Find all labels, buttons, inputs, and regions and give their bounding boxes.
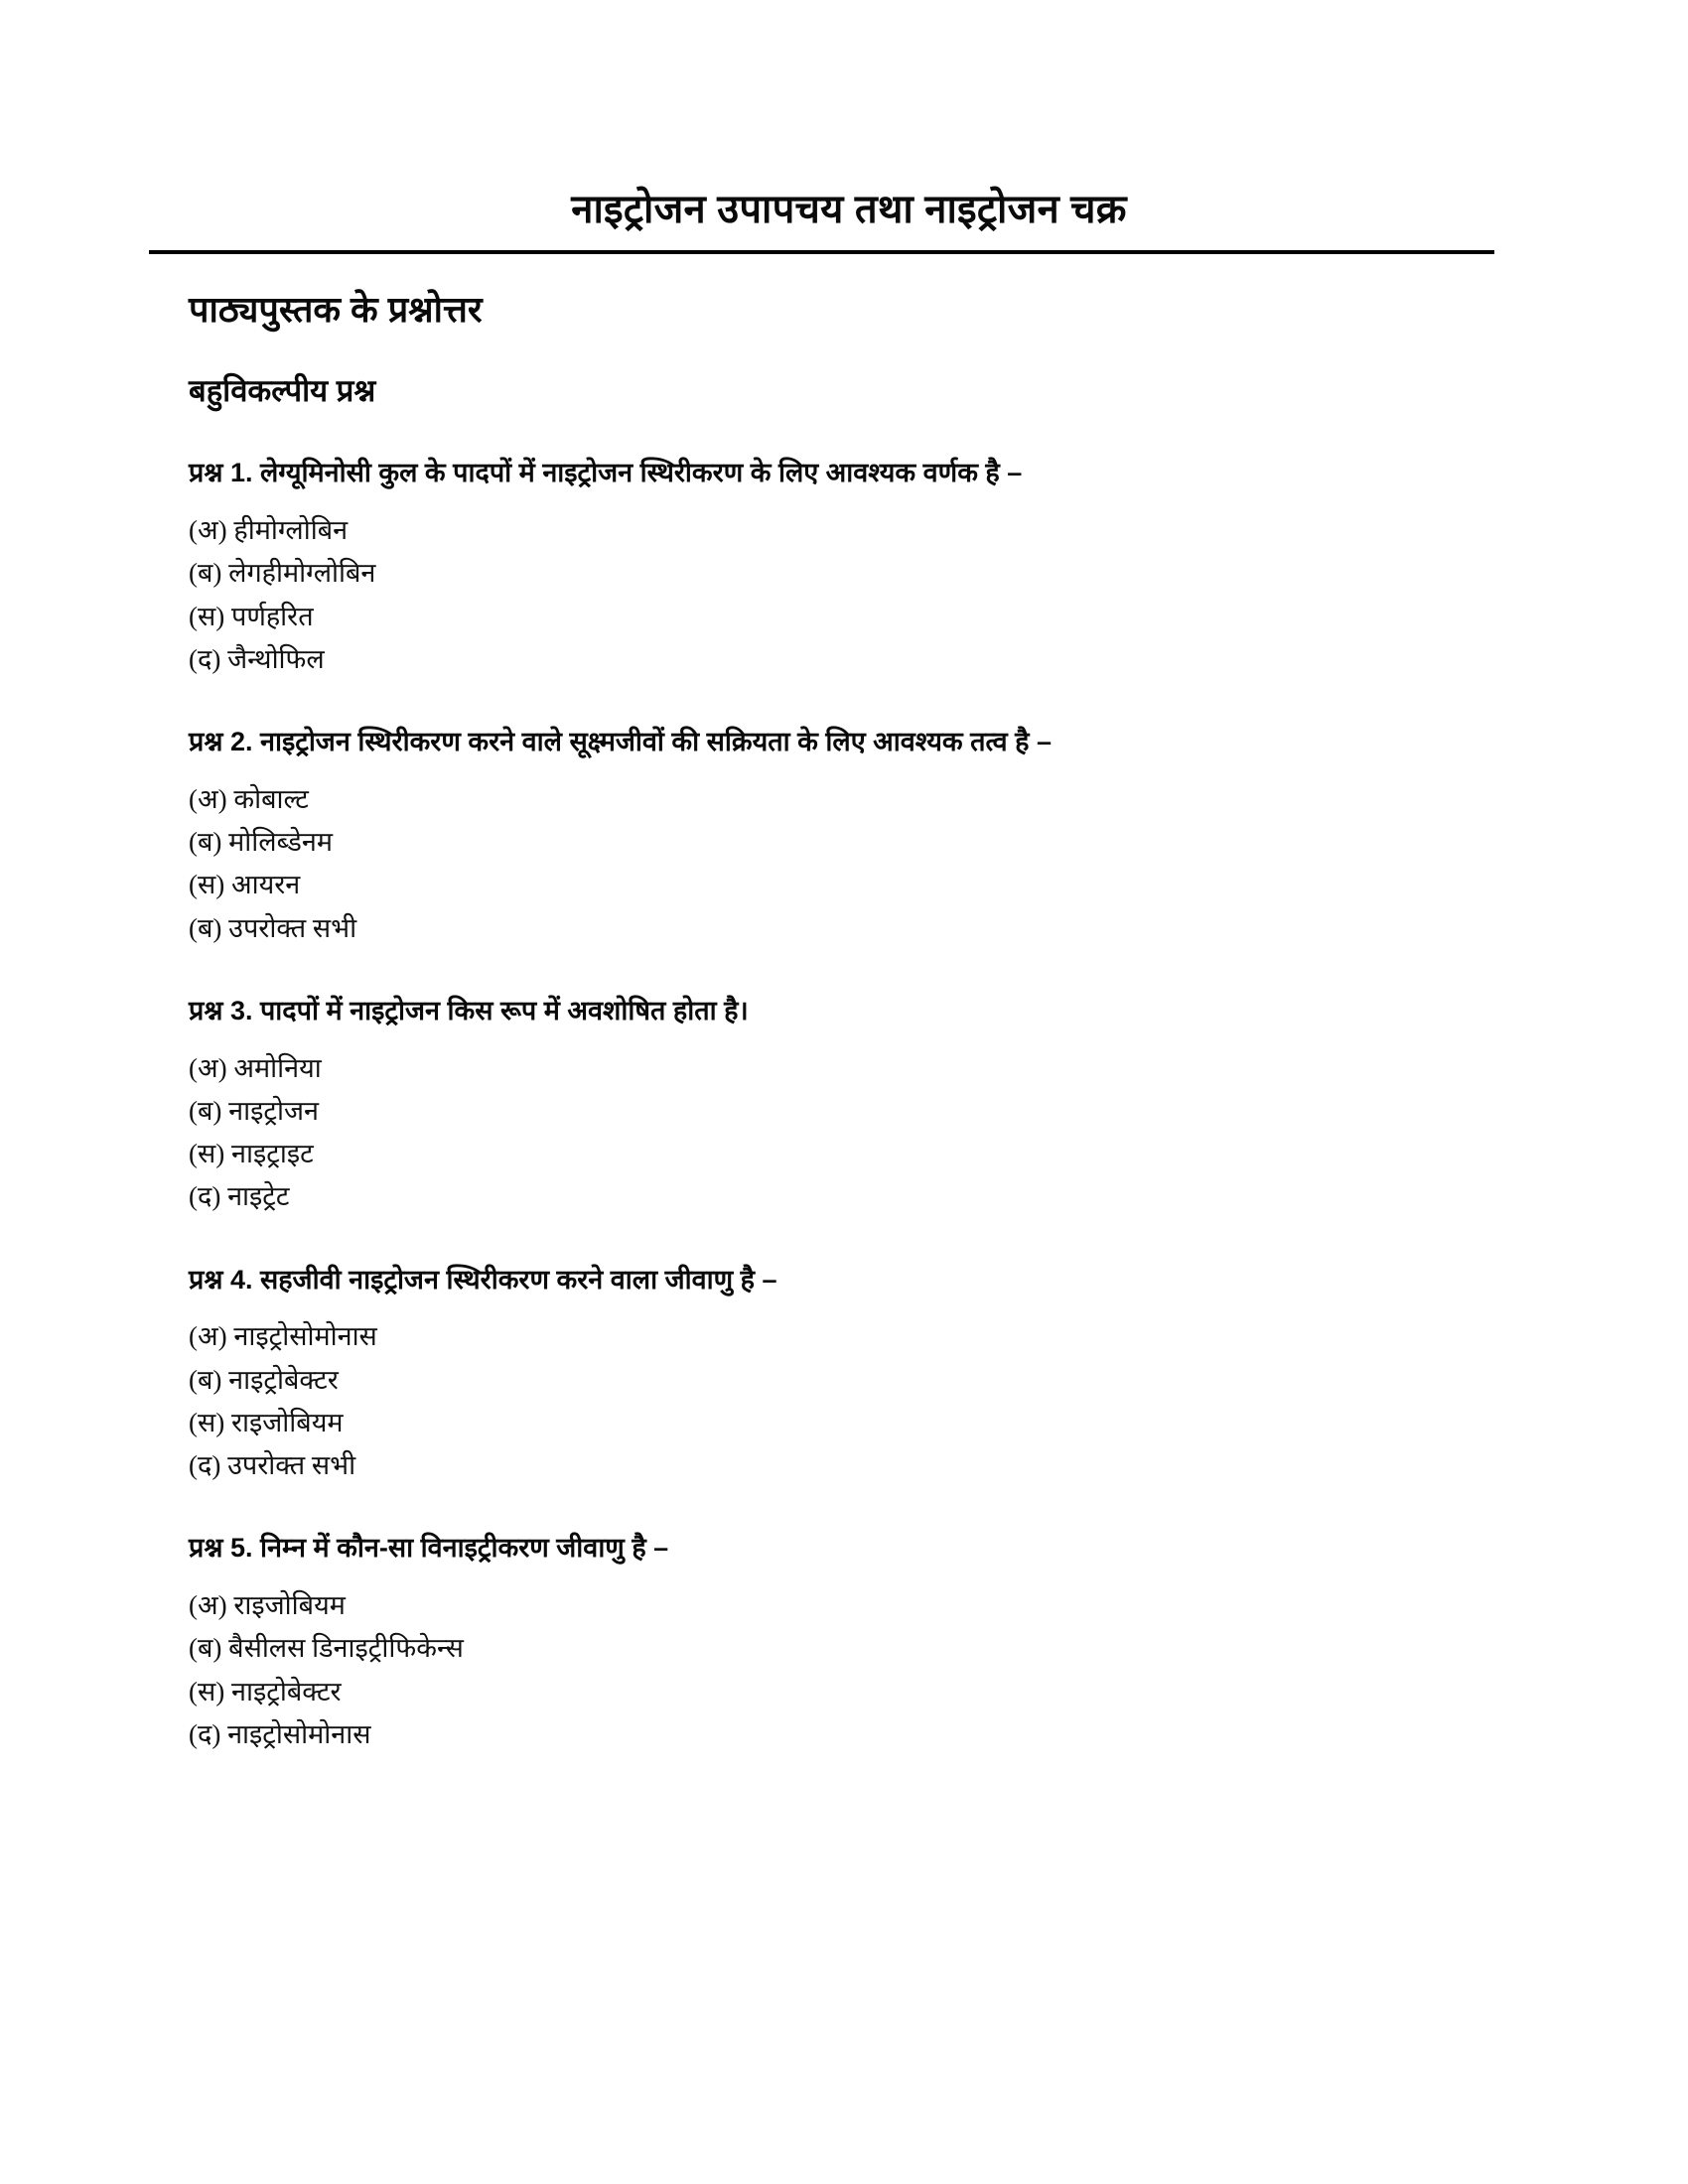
option-list [189, 1297, 1509, 1484]
question-block [189, 947, 1509, 1216]
option-item[interactable]: (ब) नाइट्रोबेक्टर [189, 1364, 339, 1395]
option-item[interactable]: (ब) बैसीलस डिनाइट्रीफिकेन्स [189, 1633, 464, 1664]
option-list [189, 759, 1509, 947]
option-item[interactable]: (अ) कोबाल्ट [189, 783, 309, 814]
option-list [189, 490, 1509, 678]
question-text: प्रश्न 5. निम्न में कौन-सा विनाइट्रीकरण जीवाणु है – [189, 1533, 669, 1564]
option-list [189, 1566, 1509, 1753]
option-item[interactable]: (अ) हीमोग्लोबिन [189, 515, 349, 546]
option-item[interactable]: (स) पर्णहरित [189, 601, 314, 631]
questions-list [189, 409, 1509, 1753]
document-content [189, 0, 1509, 1753]
option-item[interactable]: (द) उपरोक्त सभी [189, 1450, 356, 1481]
option-item[interactable]: (स) राइजोबियम [189, 1407, 344, 1437]
option-item[interactable]: (स) नाइट्राइट [189, 1139, 314, 1169]
question-block [189, 678, 1509, 947]
option-item[interactable]: (ब) लेगहीमोग्लोबिन [189, 558, 376, 589]
option-item[interactable]: (अ) नाइट्रोसोमोनास [189, 1321, 377, 1352]
question-block [189, 409, 1509, 678]
option-item[interactable]: (अ) राइजोबियम [189, 1590, 346, 1621]
page-title: नाइट्रोजन उपापचय तथा नाइट्रोजन चक्र [571, 188, 1127, 231]
section-heading: पाठ्यपुस्तक के प्रश्नोत्तर [189, 289, 483, 330]
question-text: प्रश्न 1. लेग्यूमिनोसी कुल के पादपों में नाइट्रोजन स्थिरीकरण के लिए आवश्यक वर्णक है – [189, 458, 1023, 488]
question-block [189, 1484, 1509, 1753]
option-item[interactable]: (स) नाइट्रोबेक्टर [189, 1676, 342, 1706]
subsection-heading: बहुविकल्पीय प्रश्न [189, 373, 376, 409]
question-text: प्रश्न 4. सहजीवी नाइट्रोजन स्थिरीकरण करने वाला जीवाणु है – [189, 1264, 777, 1295]
option-item[interactable]: (द) नाइट्रेट [189, 1181, 290, 1212]
option-item[interactable]: (द) जैन्थोफिल [189, 643, 325, 674]
question-text: प्रश्न 2. नाइट्रोजन स्थिरीकरण करने वाले सूक्ष्मजीवों की सक्रियता के लिए आवश्यक तत्व है – [189, 727, 1053, 757]
option-item[interactable]: (ब) मोलिब्डेनम [189, 827, 333, 858]
option-item[interactable]: (ब) नाइट्रोजन [189, 1095, 320, 1126]
question-text: प्रश्न 3. पादपों में नाइट्रोजन किस रूप में अवशोषित होता है। [189, 995, 749, 1025]
option-item[interactable]: (ब) उपरोक्त सभी [189, 912, 357, 943]
option-item[interactable]: (स) आयरन [189, 870, 301, 900]
option-list [189, 1028, 1509, 1216]
option-item[interactable]: (अ) अमोनिया [189, 1052, 322, 1083]
question-block [189, 1216, 1509, 1485]
option-item[interactable]: (द) नाइट्रोसोमोनास [189, 1718, 371, 1749]
